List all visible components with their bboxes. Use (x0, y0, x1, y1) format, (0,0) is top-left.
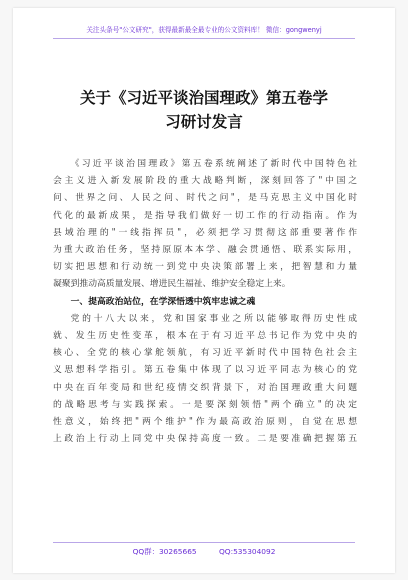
footer-contact (13, 546, 395, 557)
paragraph-line: 为重大政治任务，坚持原原本本学、融会贯通悟、联系实际用， (53, 245, 357, 256)
paragraph-line: 党的十八大以来，党和国家事业之所以能够取得历史性成 (70, 313, 357, 324)
document-page (13, 8, 395, 573)
footer-qq-group: QQ群：30265665 (132, 547, 197, 556)
paragraph-line: 上政治上行动上同党中央保持高度一致。二是要准确把握第五 (53, 434, 357, 445)
paragraph-line: 《习近平谈治国理政》第五卷系统阐述了新时代中国特色社 (70, 159, 357, 169)
paragraph-1 (53, 156, 357, 294)
paragraph-line: 性意义，始终把"两个维护"作为最高政治原则，自觉在思想 (53, 417, 357, 428)
paragraph-line: 凝聚到推动高质量发展、增进民生福祉、维护安全稳定上来。 (53, 279, 291, 290)
paragraph-line: 切实把思想和行动统一到党中央决策部署上来，把智慧和力量 (53, 262, 357, 273)
header-note: 关注头条号"公文研究"，获得最新最全最专业的公文资料库！ 微信：gongwenyj (86, 26, 322, 34)
paragraph-line: 核心、全党的核心掌舵领航，有习近平新时代中国特色社会主 (53, 348, 357, 359)
paragraph-line: 义思想科学指引。第五卷集中体现了以习近平同志为核心的党 (53, 365, 357, 376)
title-line-2: 习研讨发言 (165, 113, 243, 131)
paragraph-line: 的战略思考与实践探索。一是要深刻领悟"两个确立"的决定 (53, 399, 357, 410)
paragraph-line: 就、发生历史性变革，根本在于有习近平总书记作为党中央的 (53, 331, 357, 342)
document-body (53, 156, 357, 448)
footer-divider (53, 542, 355, 543)
paragraph-line: 中央在百年变局和世纪疫情交织背景下，对治国理政重大问题 (53, 382, 357, 393)
title-line-1: 关于《习近平谈治国理政》第五卷学 (79, 89, 328, 107)
document-title (13, 86, 395, 134)
paragraph-line: 问、世界之问、人民之问、时代之问"，是马克思主义中国化时 (53, 193, 357, 204)
paragraph-line: 代化的最新成果，是指导我们做好一切工作的行动指南。作为 (53, 210, 357, 221)
paragraph-2 (53, 311, 357, 449)
paragraph-line: 会主义进入新发展阶段的重大战略判断，深刻回答了"中国之 (53, 176, 357, 187)
section-heading: 一、提高政治站位，在学深悟透中筑牢忠诚之魂 (70, 296, 256, 307)
header-divider (53, 38, 355, 39)
footer-qq-number: QQ:535304092 (218, 547, 276, 556)
paragraph-line: 县域治理的"一线指挥员"，必须把学习贯彻这部重要著作作 (53, 227, 357, 238)
